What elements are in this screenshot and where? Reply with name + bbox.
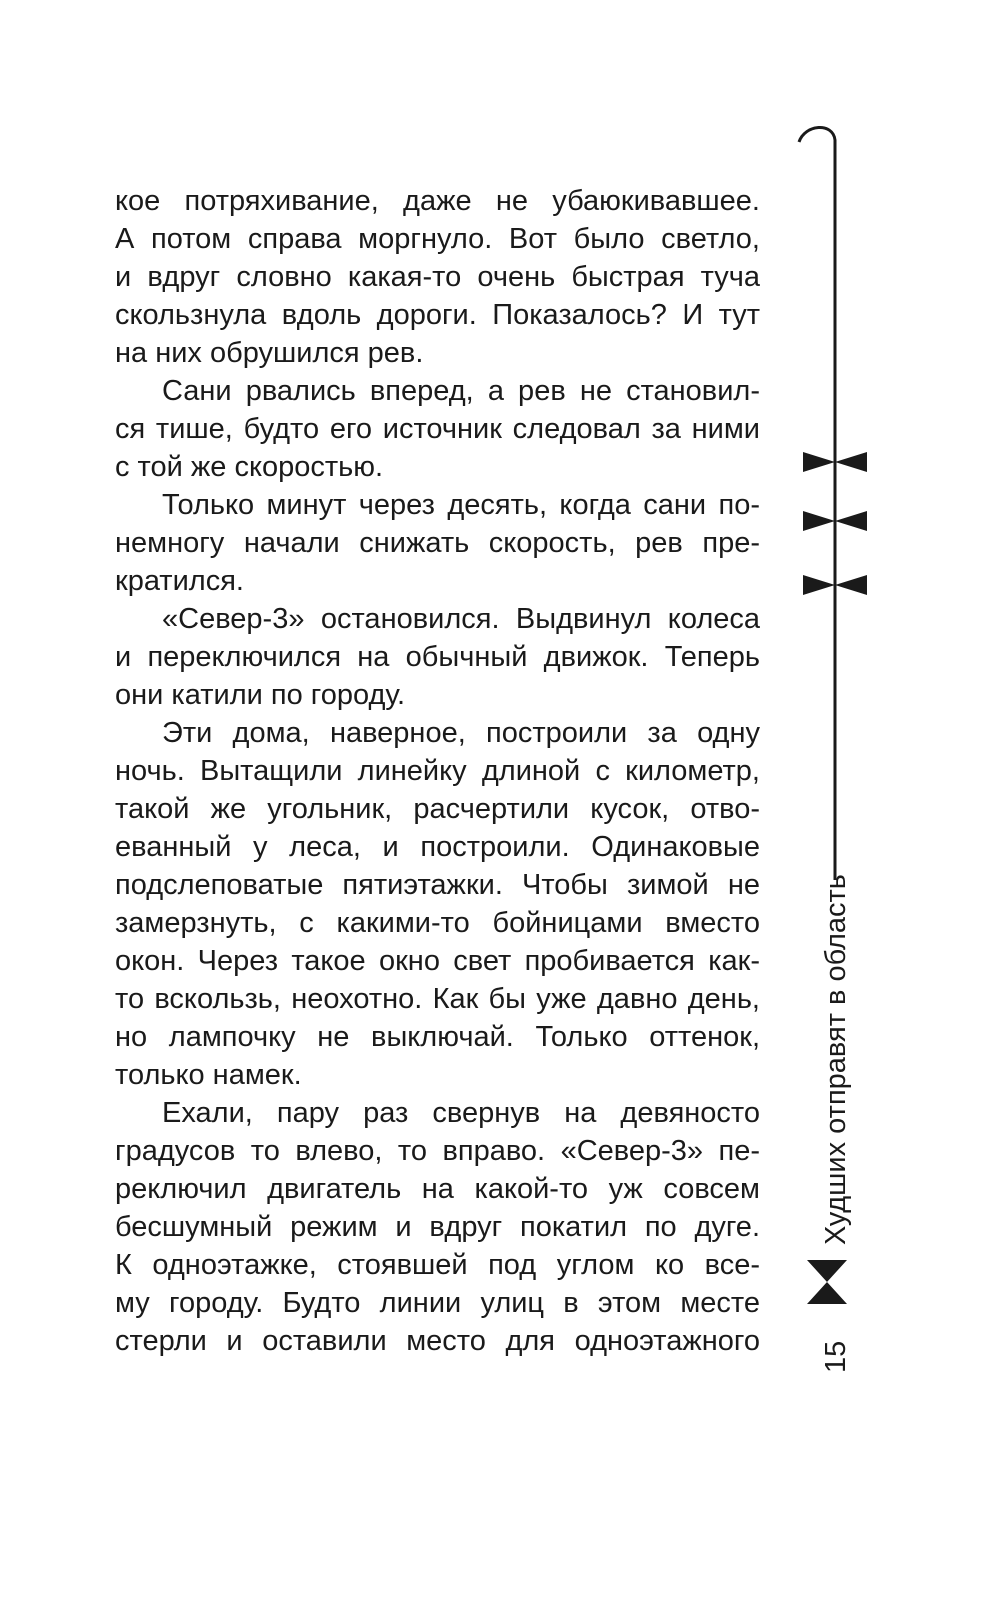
text-line: с той же скоростью. [115, 451, 384, 483]
text-line: подслеповатые пятиэтажки. Чтобы зимой не [115, 869, 760, 901]
page-number: 15 [820, 1340, 852, 1373]
text-line: на них обрушился рев. [115, 337, 424, 369]
body-text [115, 182, 760, 1360]
text-line: они катили по городу. [115, 679, 406, 711]
text-line: немногу начали снижать скорость, рев пре- [115, 527, 760, 559]
running-title: Худших отправят в область [820, 874, 852, 1245]
text-line: Эти дома, наверное, построили за одну [162, 717, 760, 749]
text-line: ночь. Вытащили линейку длиной с километр, [115, 755, 760, 787]
text-line: то вскользь, неохотно. Как бы уже давно день, [115, 983, 760, 1015]
text-line: Сани рвались вперед, а рев не становил- [162, 375, 760, 407]
text-line: только намек. [115, 1059, 302, 1091]
text-line: му городу. Будто линии улиц в этом месте [115, 1287, 760, 1319]
text-line: А потом справа моргнуло. Вот было светло, [115, 223, 760, 255]
text-line: К одноэтажке, стоявшей под углом ко все- [115, 1249, 760, 1281]
text-line: кратился. [115, 565, 244, 597]
text-line: стерли и оставили место для одноэтажного [115, 1325, 760, 1357]
text-line: Только минут через десять, когда сани по- [162, 489, 760, 521]
curl-rule-line [799, 127, 835, 880]
text-line: но лампочку не выключай. Только оттенок, [115, 1021, 760, 1053]
text-line: кое потряхивание, даже не убаюкивавшее. [115, 185, 760, 217]
text-line: окон. Через такое окно свет пробивается как- [115, 945, 760, 977]
text-line: бесшумный режим и вдруг покатил по дуге. [115, 1211, 760, 1243]
text-line: «Север-3» остановился. Выдвинул колеса [162, 603, 760, 635]
text-line: градусов то влево, то вправо. «Север-3» пе- [115, 1135, 760, 1167]
text-line: скользнула вдоль дороги. Показалось? И тут [115, 299, 760, 331]
text-line: Ехали, пару раз свернув на девяносто [162, 1097, 760, 1129]
text-line: замерзнуть, с какими-то бойницами вместо [115, 907, 760, 939]
text-line: реключил двигатель на какой-то уж совсем [115, 1173, 760, 1205]
text-line: такой же угольник, расчертили кусок, отво- [115, 793, 760, 825]
text-line: и переключился на обычный движок. Теперь [115, 641, 760, 673]
text-line: ся тише, будто его источник следовал за ними [115, 413, 760, 445]
text-line: еванный у леса, и построили. Одинаковые [115, 831, 760, 863]
bowtie-mark [807, 1260, 847, 1304]
text-line: и вдруг словно какая-то очень быстрая туча [115, 261, 760, 293]
